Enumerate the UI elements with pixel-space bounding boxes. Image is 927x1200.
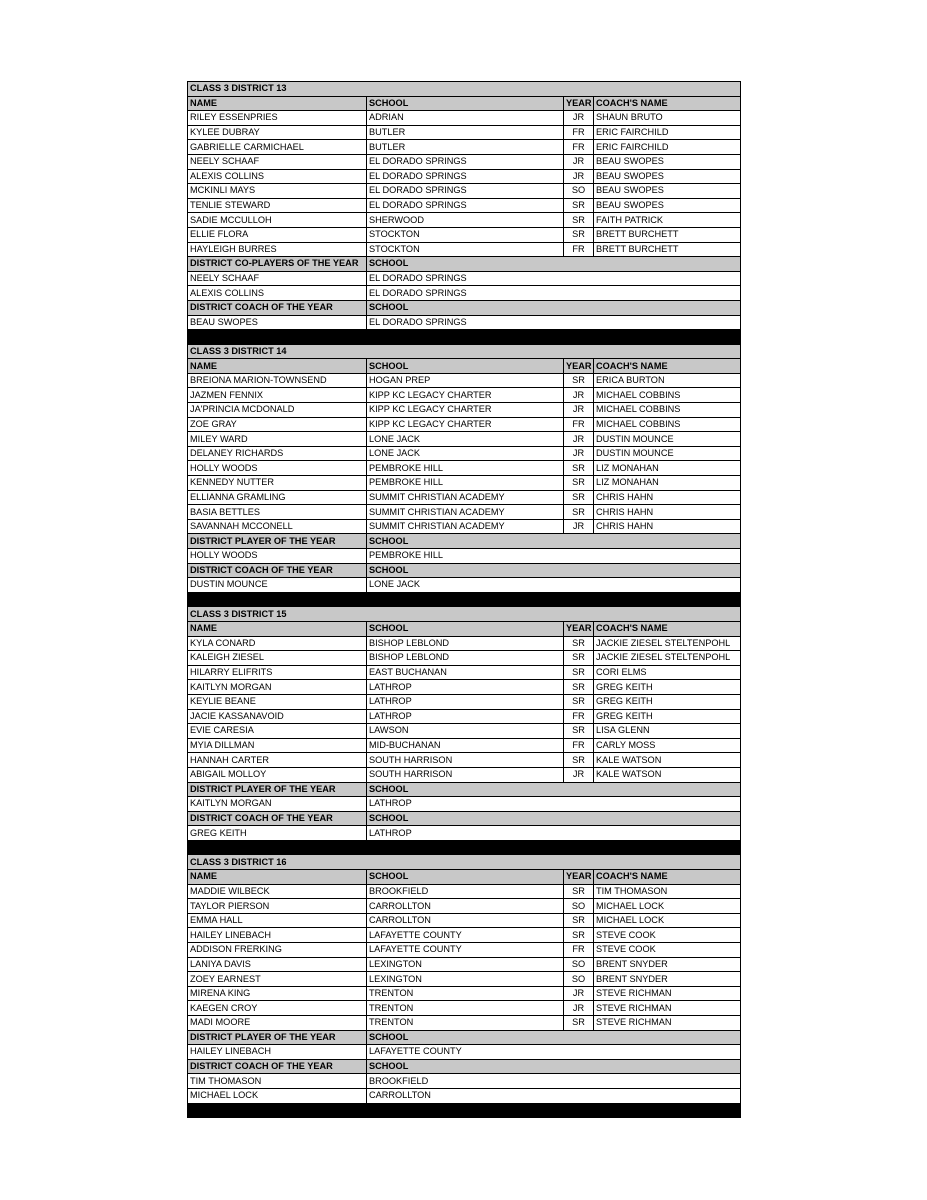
player-name: EMMA HALL [188,913,367,928]
player-name: MYIA DILLMAN [188,738,367,753]
award-row [188,1088,741,1103]
player-year: FR [564,140,594,155]
player-school: CARROLLTON [367,913,564,928]
player-school: SUMMIT CHRISTIAN ACADEMY [367,505,564,520]
player-row [188,986,741,1001]
player-year: JR [564,767,594,782]
section-separator-bar [188,1103,741,1118]
award-recipient-name: HAILEY LINEBACH [188,1045,367,1060]
coach-name: ERIC FAIRCHILD [594,140,741,155]
award-school-header: SCHOOL [367,300,741,315]
player-name: DELANEY RICHARDS [188,446,367,461]
player-school: SUMMIT CHRISTIAN ACADEMY [367,519,564,534]
district-title-row [188,855,741,870]
player-row [188,709,741,724]
player-school: STOCKTON [367,227,564,242]
player-row [188,154,741,169]
player-name: ZOE GRAY [188,417,367,432]
player-name: MADDIE WILBECK [188,884,367,899]
player-row [188,476,741,491]
award-school-header: SCHOOL [367,257,741,272]
award-header-row [188,534,741,549]
header-year: YEAR [564,870,594,885]
coach-name: MICHAEL COBBINS [594,417,741,432]
column-header-row [188,96,741,111]
separator-bar [188,1103,741,1118]
all-district-document [187,81,740,1118]
coach-name: LIZ MONAHAN [594,461,741,476]
player-name: HAYLEIGH BURRES [188,242,367,257]
player-row [188,446,741,461]
player-year: SR [564,694,594,709]
award-recipient-name: ALEXIS COLLINS [188,286,367,301]
player-school: LATHROP [367,680,564,695]
player-year: JR [564,986,594,1001]
player-name: KALEIGH ZIESEL [188,651,367,666]
player-name: KYLEE DUBRAY [188,125,367,140]
player-year: SR [564,461,594,476]
award-recipient-school: LAFAYETTE COUNTY [367,1045,741,1060]
player-year: JR [564,519,594,534]
player-school: BROOKFIELD [367,884,564,899]
award-recipient-school: EL DORADO SPRINGS [367,286,741,301]
coach-name: MICHAEL COBBINS [594,388,741,403]
player-name: BREIONA MARION-TOWNSEND [188,373,367,388]
player-school: PEMBROKE HILL [367,461,564,476]
player-year: SR [564,680,594,695]
award-header-row [188,563,741,578]
header-school: SCHOOL [367,359,564,374]
player-year: JR [564,403,594,418]
player-year: JR [564,154,594,169]
player-year: FR [564,709,594,724]
player-school: SOUTH HARRISON [367,767,564,782]
player-row [188,753,741,768]
player-name: KAEGEN CROY [188,1001,367,1016]
player-name: HOLLY WOODS [188,461,367,476]
coach-name: STEVE RICHMAN [594,1001,741,1016]
player-school: BUTLER [367,140,564,155]
coach-name: LISA GLENN [594,724,741,739]
player-year: SR [564,476,594,491]
award-recipient-school: LATHROP [367,797,741,812]
award-recipient-name: GREG KEITH [188,826,367,841]
player-row [188,1016,741,1031]
player-year: SO [564,184,594,199]
player-row [188,943,741,958]
award-label: DISTRICT COACH OF THE YEAR [188,1059,367,1074]
player-year: SR [564,884,594,899]
player-name: MADI MOORE [188,1016,367,1031]
award-row [188,1074,741,1089]
player-year: SO [564,899,594,914]
coach-name: SHAUN BRUTO [594,111,741,126]
coach-name: STEVE COOK [594,928,741,943]
award-label: DISTRICT PLAYER OF THE YEAR [188,782,367,797]
player-school: LEXINGTON [367,972,564,987]
player-year: SR [564,227,594,242]
coach-name: BRENT SNYDER [594,972,741,987]
player-year: JR [564,388,594,403]
column-header-row [188,870,741,885]
coach-name: BRETT BURCHETT [594,242,741,257]
player-name: KEYLIE BEANE [188,694,367,709]
coach-name: BEAU SWOPES [594,184,741,199]
award-school-header: SCHOOL [367,1059,741,1074]
award-row [188,271,741,286]
player-name: KAITLYN MORGAN [188,680,367,695]
player-row [188,198,741,213]
header-school: SCHOOL [367,96,564,111]
award-school-header: SCHOOL [367,1030,741,1045]
award-label: DISTRICT COACH OF THE YEAR [188,300,367,315]
district-title: CLASS 3 DISTRICT 16 [188,855,741,870]
award-header-row [188,1030,741,1045]
header-year: YEAR [564,96,594,111]
player-year: JR [564,1001,594,1016]
player-school: MID-BUCHANAN [367,738,564,753]
coach-name: STEVE RICHMAN [594,986,741,1001]
coach-name: ERIC FAIRCHILD [594,125,741,140]
player-year: FR [564,417,594,432]
header-coach-name: COACH'S NAME [594,359,741,374]
award-label: DISTRICT CO-PLAYERS OF THE YEAR [188,257,367,272]
player-name: HANNAH CARTER [188,753,367,768]
coach-name: STEVE COOK [594,943,741,958]
player-school: TRENTON [367,1001,564,1016]
award-label: DISTRICT PLAYER OF THE YEAR [188,1030,367,1045]
coach-name: GREG KEITH [594,709,741,724]
award-row [188,578,741,593]
player-year: SR [564,213,594,228]
player-school: LAFAYETTE COUNTY [367,943,564,958]
section-separator-bar [188,592,741,607]
award-recipient-name: HOLLY WOODS [188,549,367,564]
header-coach-name: COACH'S NAME [594,96,741,111]
player-row [188,403,741,418]
player-school: STOCKTON [367,242,564,257]
award-school-header: SCHOOL [367,811,741,826]
player-school: LATHROP [367,709,564,724]
header-coach-name: COACH'S NAME [594,621,741,636]
player-school: EL DORADO SPRINGS [367,154,564,169]
player-row [188,928,741,943]
player-row [188,184,741,199]
player-name: NEELY SCHAAF [188,154,367,169]
player-row [188,694,741,709]
award-header-row [188,257,741,272]
player-school: LAFAYETTE COUNTY [367,928,564,943]
award-recipient-name: KAITLYN MORGAN [188,797,367,812]
award-recipient-school: PEMBROKE HILL [367,549,741,564]
coach-name: JACKIE ZIESEL STELTENPOHL [594,636,741,651]
player-name: JACIE KASSANAVOID [188,709,367,724]
coach-name: GREG KEITH [594,680,741,695]
player-year: SO [564,972,594,987]
player-school: LEXINGTON [367,957,564,972]
header-name: NAME [188,621,367,636]
player-row [188,490,741,505]
award-recipient-school: CARROLLTON [367,1088,741,1103]
player-row [188,680,741,695]
award-school-header: SCHOOL [367,782,741,797]
player-school: TRENTON [367,1016,564,1031]
coach-name: JACKIE ZIESEL STELTENPOHL [594,651,741,666]
coach-name: CHRIS HAHN [594,505,741,520]
coach-name: KALE WATSON [594,767,741,782]
player-year: SR [564,373,594,388]
player-row [188,242,741,257]
player-row [188,651,741,666]
player-name: ADDISON FRERKING [188,943,367,958]
coach-name: DUSTIN MOUNCE [594,432,741,447]
player-row [188,913,741,928]
player-school: ADRIAN [367,111,564,126]
coach-name: GREG KEITH [594,694,741,709]
coach-name: CHRIS HAHN [594,519,741,534]
player-school: LATHROP [367,694,564,709]
player-school: PEMBROKE HILL [367,476,564,491]
player-name: SAVANNAH MCCONELL [188,519,367,534]
player-row [188,1001,741,1016]
column-header-row [188,621,741,636]
all-district-table [187,81,741,1118]
player-row [188,227,741,242]
award-recipient-school: BROOKFIELD [367,1074,741,1089]
award-label: DISTRICT COACH OF THE YEAR [188,563,367,578]
award-recipient-school: LONE JACK [367,578,741,593]
coach-name: LIZ MONAHAN [594,476,741,491]
coach-name: FAITH PATRICK [594,213,741,228]
player-year: FR [564,943,594,958]
player-name: HILARRY ELIFRITS [188,665,367,680]
player-name: RILEY ESSENPRIES [188,111,367,126]
coach-name: BEAU SWOPES [594,154,741,169]
award-school-header: SCHOOL [367,563,741,578]
player-school: BUTLER [367,125,564,140]
player-name: LANIYA DAVIS [188,957,367,972]
coach-name: CORI ELMS [594,665,741,680]
player-row [188,636,741,651]
player-name: KENNEDY NUTTER [188,476,367,491]
coach-name: MICHAEL LOCK [594,913,741,928]
player-school: BISHOP LEBLOND [367,636,564,651]
coach-name: CHRIS HAHN [594,490,741,505]
player-year: SO [564,957,594,972]
player-name: BASIA BETTLES [188,505,367,520]
column-header-row [188,359,741,374]
player-year: SR [564,724,594,739]
player-year: FR [564,738,594,753]
coach-name: BEAU SWOPES [594,198,741,213]
award-header-row [188,300,741,315]
award-row [188,826,741,841]
award-row [188,797,741,812]
player-year: JR [564,446,594,461]
header-school: SCHOOL [367,870,564,885]
coach-name: BRETT BURCHETT [594,227,741,242]
player-name: GABRIELLE CARMICHAEL [188,140,367,155]
player-name: MILEY WARD [188,432,367,447]
player-school: LONE JACK [367,446,564,461]
player-year: SR [564,505,594,520]
player-school: EL DORADO SPRINGS [367,184,564,199]
player-school: EL DORADO SPRINGS [367,198,564,213]
district-title-row [188,607,741,622]
award-row [188,1045,741,1060]
player-name: JA'PRINCIA MCDONALD [188,403,367,418]
player-row [188,724,741,739]
player-school: CARROLLTON [367,899,564,914]
award-recipient-school: EL DORADO SPRINGS [367,315,741,330]
district-title: CLASS 3 DISTRICT 15 [188,607,741,622]
player-year: FR [564,242,594,257]
header-name: NAME [188,96,367,111]
award-recipient-name: DUSTIN MOUNCE [188,578,367,593]
player-row [188,373,741,388]
player-row [188,432,741,447]
player-school: LONE JACK [367,432,564,447]
player-row [188,738,741,753]
section-separator-bar [188,840,741,855]
district-title: CLASS 3 DISTRICT 14 [188,344,741,359]
player-school: SUMMIT CHRISTIAN ACADEMY [367,490,564,505]
player-year: JR [564,111,594,126]
award-row [188,315,741,330]
player-name: EVIE CARESIA [188,724,367,739]
player-school: LAWSON [367,724,564,739]
player-name: TENLIE STEWARD [188,198,367,213]
player-school: KIPP KC LEGACY CHARTER [367,403,564,418]
player-name: MCKINLI MAYS [188,184,367,199]
award-row [188,286,741,301]
award-header-row [188,1059,741,1074]
player-name: SADIE MCCULLOH [188,213,367,228]
district-title-row [188,82,741,97]
award-recipient-name: NEELY SCHAAF [188,271,367,286]
separator-bar [188,840,741,855]
award-recipient-school: EL DORADO SPRINGS [367,271,741,286]
player-school: EAST BUCHANAN [367,665,564,680]
player-name: TAYLOR PIERSON [188,899,367,914]
award-row [188,549,741,564]
player-year: SR [564,928,594,943]
player-year: SR [564,636,594,651]
player-row [188,972,741,987]
player-school: KIPP KC LEGACY CHARTER [367,417,564,432]
coach-name: STEVE RICHMAN [594,1016,741,1031]
coach-name: TIM THOMASON [594,884,741,899]
player-row [188,505,741,520]
player-row [188,169,741,184]
award-recipient-name: MICHAEL LOCK [188,1088,367,1103]
player-name: HAILEY LINEBACH [188,928,367,943]
header-year: YEAR [564,359,594,374]
player-school: HOGAN PREP [367,373,564,388]
player-year: FR [564,125,594,140]
player-row [188,957,741,972]
player-name: ALEXIS COLLINS [188,169,367,184]
district-title-row [188,344,741,359]
header-school: SCHOOL [367,621,564,636]
player-row [188,125,741,140]
player-year: JR [564,169,594,184]
player-school: SOUTH HARRISON [367,753,564,768]
header-coach-name: COACH'S NAME [594,870,741,885]
player-row [188,665,741,680]
separator-bar [188,330,741,345]
coach-name: DUSTIN MOUNCE [594,446,741,461]
player-year: SR [564,913,594,928]
coach-name: MICHAEL LOCK [594,899,741,914]
player-row [188,213,741,228]
coach-name: KALE WATSON [594,753,741,768]
award-header-row [188,782,741,797]
player-name: ELLIANNA GRAMLING [188,490,367,505]
player-row [188,140,741,155]
player-school: KIPP KC LEGACY CHARTER [367,388,564,403]
header-name: NAME [188,870,367,885]
award-recipient-name: TIM THOMASON [188,1074,367,1089]
player-row [188,461,741,476]
award-recipient-name: BEAU SWOPES [188,315,367,330]
award-label: DISTRICT PLAYER OF THE YEAR [188,534,367,549]
player-school: BISHOP LEBLOND [367,651,564,666]
player-row [188,417,741,432]
award-school-header: SCHOOL [367,534,741,549]
section-separator-bar [188,330,741,345]
player-name: ZOEY EARNEST [188,972,367,987]
player-year: JR [564,432,594,447]
player-row [188,111,741,126]
player-row [188,899,741,914]
award-recipient-school: LATHROP [367,826,741,841]
player-school: SHERWOOD [367,213,564,228]
player-name: ELLIE FLORA [188,227,367,242]
player-row [188,884,741,899]
player-name: ABIGAIL MOLLOY [188,767,367,782]
player-year: SR [564,490,594,505]
coach-name: MICHAEL COBBINS [594,403,741,418]
player-name: KYLA CONARD [188,636,367,651]
coach-name: ERICA BURTON [594,373,741,388]
player-school: EL DORADO SPRINGS [367,169,564,184]
player-year: SR [564,1016,594,1031]
player-year: SR [564,198,594,213]
coach-name: BEAU SWOPES [594,169,741,184]
player-name: JAZMEN FENNIX [188,388,367,403]
player-row [188,519,741,534]
player-year: SR [564,651,594,666]
award-header-row [188,811,741,826]
award-label: DISTRICT COACH OF THE YEAR [188,811,367,826]
header-year: YEAR [564,621,594,636]
player-year: SR [564,753,594,768]
player-school: TRENTON [367,986,564,1001]
separator-bar [188,592,741,607]
coach-name: BRENT SNYDER [594,957,741,972]
player-name: MIRENA KING [188,986,367,1001]
header-name: NAME [188,359,367,374]
player-year: SR [564,665,594,680]
player-row [188,388,741,403]
district-title: CLASS 3 DISTRICT 13 [188,82,741,97]
player-row [188,767,741,782]
coach-name: CARLY MOSS [594,738,741,753]
